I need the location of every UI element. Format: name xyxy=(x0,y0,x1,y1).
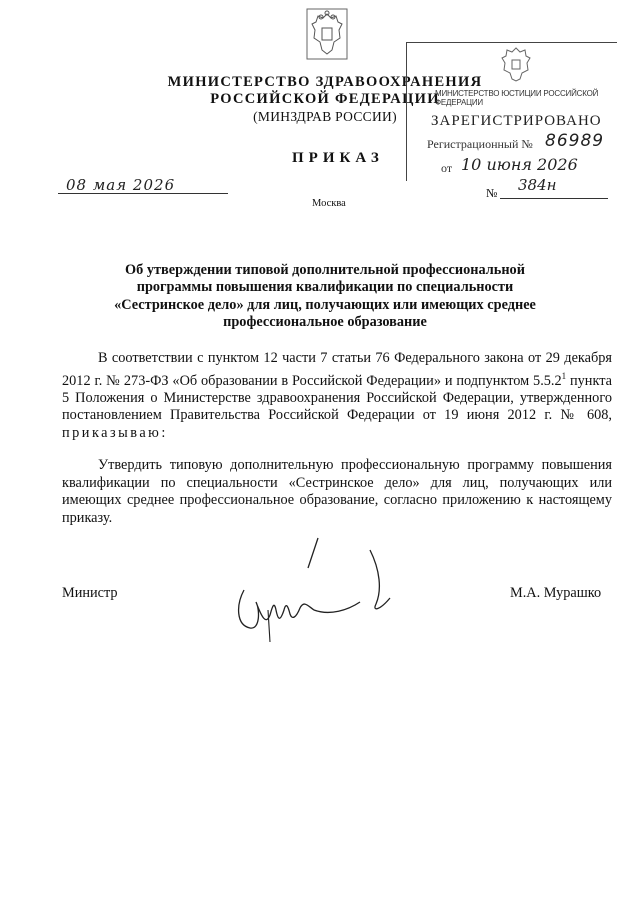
stamp-emblem-icon xyxy=(499,45,533,83)
ministry-short: (МИНЗДРАВ РОССИИ) xyxy=(253,109,397,124)
stamp-registered: ЗАРЕГИСТРИРОВАНО xyxy=(431,113,602,129)
date-underline xyxy=(58,193,228,194)
stamp-reg-number: 86989 xyxy=(545,131,605,151)
p1-footnote-ref: 1 xyxy=(561,370,567,381)
stamp-reg-label: Регистрационный № xyxy=(427,137,533,151)
p1-order-word: приказываю: xyxy=(62,424,168,441)
handwritten-signature xyxy=(230,530,420,660)
state-emblem-icon xyxy=(306,8,348,60)
signer-position: Министр xyxy=(62,585,118,601)
p1-main: В соответствии с пунктом 12 части 7 статьи 76 Федерального закона от 29 декабря 2012 г. № 273-ФЗ «Об образовании в Российской Федерации» и подпунктом 5.5.2 xyxy=(62,350,612,389)
document-title: Об утверждении типовой дополнительной профессиональной программы повышения квалификации по специальности «Сестринское дело» для лиц, получающих или имеющих среднее профессиональное образование xyxy=(114,262,536,330)
number-label: № xyxy=(486,186,498,200)
number-underline xyxy=(500,198,608,199)
ministry-line2: РОССИЙСКОЙ ФЕДЕРАЦИИ xyxy=(210,91,440,107)
stamp-reg-date: 10 июня 2026 xyxy=(461,155,578,174)
paragraph-2 xyxy=(62,457,612,527)
paragraph-1 xyxy=(62,350,612,442)
order-number: 384н xyxy=(518,176,557,194)
signer-name: М.А. Мурашко xyxy=(510,585,602,601)
p1-rest: пункта 5 Положения о Министерстве здравоохранения Российской Федерации, утвержденного постановлением Правительства Российской Федерации от 19 июня 2012 г. № 608, xyxy=(62,372,612,424)
registration-stamp xyxy=(406,42,617,181)
city: Москва xyxy=(312,198,346,209)
ministry-line1: МИНИСТЕРСТВО ЗДРАВООХРАНЕНИЯ xyxy=(167,74,483,90)
stamp-date-label: от xyxy=(441,161,453,175)
doc-type: ПРИКАЗ xyxy=(292,150,384,166)
stamp-agency: МИНИСТЕРСТВО ЮСТИЦИИ РОССИЙСКОЙ ФЕДЕРАЦИИ xyxy=(435,89,599,107)
order-date: 08 мая 2026 xyxy=(66,176,176,194)
p2-text: Утвердить типовую дополнительную профессиональную программу повышения квалификации по специальности «Сестринское дело» для лиц, получающих или имеющих среднее профессиональное образование, согласно приложению к настоящему приказу. xyxy=(62,457,612,526)
